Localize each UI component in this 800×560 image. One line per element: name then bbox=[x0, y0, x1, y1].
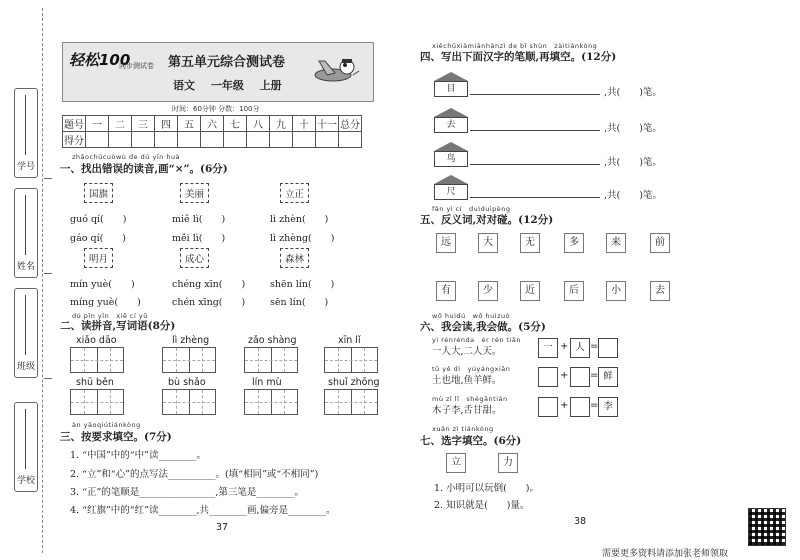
score-value-row: 得分 bbox=[63, 132, 362, 148]
equation-box[interactable] bbox=[570, 367, 590, 387]
sec2-title: 二、读拼音,写词语(8分) bbox=[60, 320, 176, 332]
tianzi-grid[interactable] bbox=[324, 347, 378, 373]
sec1-pinyin: zhǎochūcuòwù de dú yīn huà bbox=[72, 153, 181, 161]
equals-sign: = bbox=[590, 341, 599, 352]
antonym-bottom[interactable]: 后 bbox=[564, 281, 584, 301]
header-banner bbox=[62, 42, 374, 102]
cartoon-airplane-icon bbox=[313, 53, 361, 91]
time-score-info: 时间：60分钟 分数：100分 bbox=[172, 105, 260, 113]
antonym-bottom[interactable]: 近 bbox=[520, 281, 540, 301]
question-3[interactable]: 3. “正”的笔顺是________________,第三笔是________。 bbox=[70, 487, 304, 498]
reading-option[interactable]: sēn lín( ) bbox=[270, 297, 329, 308]
fold-tick bbox=[44, 273, 52, 274]
house-char: 去 bbox=[434, 108, 468, 133]
word-box: 国旗 bbox=[84, 183, 113, 203]
stroke-order-line[interactable] bbox=[470, 94, 600, 95]
sec6-pinyin: wǒ huìdú wǒ huìzuò bbox=[432, 312, 511, 320]
equation-box[interactable]: 人 bbox=[570, 338, 590, 358]
footer-note: 需要更多资料请添加张老师领取 bbox=[602, 549, 729, 559]
stroke-order-line[interactable] bbox=[470, 130, 600, 131]
word-box: 立正 bbox=[280, 183, 309, 203]
page-subtitle: 语文 一年级 上册 bbox=[173, 79, 282, 92]
tianzi-grid[interactable] bbox=[324, 389, 378, 415]
tianzi-grid[interactable] bbox=[244, 389, 298, 415]
antonym-top[interactable]: 无 bbox=[520, 233, 540, 253]
page-number-right: 38 bbox=[574, 516, 587, 527]
reading-line: 木子李,舌甘甜。 bbox=[432, 405, 502, 416]
line-pinyin: mù zǐ lǐ shégāntián bbox=[432, 395, 508, 403]
pinyin-prompt: shuǐ zhōng bbox=[328, 377, 380, 388]
sec4-pinyin: xiěchūxiàmiànhànzì de bǐ shùn zàitiánkòng bbox=[432, 42, 598, 50]
reading-option[interactable]: míng yuè( ) bbox=[70, 297, 141, 308]
pinyin-prompt: bù shǎo bbox=[168, 377, 206, 388]
page-number-left: 37 bbox=[216, 522, 229, 533]
reading-line: 土也地,鱼羊鲜。 bbox=[432, 375, 502, 386]
brand-subtitle: 同步测试卷 bbox=[119, 62, 154, 70]
sec5-title: 五、反义词,对对碰。(12分) bbox=[420, 214, 554, 226]
brand-logo: 轻松100 bbox=[69, 51, 131, 69]
reading-option[interactable]: chén xīng( ) bbox=[172, 297, 246, 308]
antonym-top[interactable]: 前 bbox=[650, 233, 670, 253]
equals-sign: = bbox=[590, 370, 599, 381]
pinyin-prompt: lì zhèng bbox=[172, 335, 210, 346]
house-char: 目 bbox=[434, 72, 468, 97]
page-title: 第五单元综合测试卷 bbox=[168, 55, 286, 70]
stroke-count[interactable]: ,共( )笔。 bbox=[604, 87, 662, 98]
antonym-bottom[interactable]: 有 bbox=[436, 281, 456, 301]
sec6-title: 六、我会读,我会做。(5分) bbox=[420, 321, 546, 333]
antonym-top[interactable]: 多 bbox=[564, 233, 584, 253]
word-box: 森林 bbox=[280, 248, 309, 268]
house-char: 尺 bbox=[434, 175, 468, 200]
line-pinyin: yì rénrénda èr rén tiān bbox=[432, 336, 522, 344]
word-box: 美丽 bbox=[180, 183, 209, 203]
equals-sign: = bbox=[590, 400, 599, 411]
name-field[interactable]: 姓名 bbox=[14, 188, 38, 278]
pinyin-prompt: xiǎo dāo bbox=[76, 335, 117, 346]
antonym-top[interactable]: 远 bbox=[436, 233, 456, 253]
equation-box[interactable]: 李 bbox=[598, 397, 618, 417]
fold-tick bbox=[44, 178, 52, 179]
plus-sign: + bbox=[560, 370, 569, 381]
pinyin-prompt: zǎo shàng bbox=[248, 335, 297, 346]
question-1[interactable]: 1. “中国”中的“中”读________。 bbox=[70, 450, 207, 461]
reading-option[interactable]: shēn lín( ) bbox=[270, 279, 335, 290]
equation-box[interactable] bbox=[538, 367, 558, 387]
word-box: 成心 bbox=[180, 248, 209, 268]
fold-line bbox=[42, 8, 43, 553]
reading-option[interactable]: miě lì( ) bbox=[172, 214, 226, 225]
tianzi-grid[interactable] bbox=[244, 347, 298, 373]
sec3-title: 三、按要求填空。(7分) bbox=[60, 431, 172, 443]
house-char: 鸟 bbox=[434, 142, 468, 167]
sec4-title: 四、写出下面汉字的笔顺,再填空。(12分) bbox=[420, 51, 617, 63]
equation-box[interactable] bbox=[538, 397, 558, 417]
tianzi-grid[interactable] bbox=[70, 347, 124, 373]
reading-option[interactable]: měi lì( ) bbox=[172, 233, 226, 244]
class-field[interactable]: 班级 bbox=[14, 288, 38, 378]
student-id-field[interactable]: 学号 bbox=[14, 88, 38, 178]
plus-sign: + bbox=[560, 341, 569, 352]
antonym-bottom[interactable]: 去 bbox=[650, 281, 670, 301]
stroke-count[interactable]: ,共( )笔。 bbox=[604, 190, 662, 201]
reading-option[interactable]: chéng xīn( ) bbox=[172, 279, 246, 290]
antonym-bottom[interactable]: 小 bbox=[606, 281, 626, 301]
antonym-top[interactable]: 大 bbox=[478, 233, 498, 253]
score-header-row: 题号 一 二 三 四 五 六 七 八 九 十 十一 总分 bbox=[63, 116, 362, 132]
tianzi-grid[interactable] bbox=[162, 389, 216, 415]
question-4[interactable]: 4. “红旗”中的“红”读________,共________画,偏旁是________。 bbox=[70, 505, 336, 516]
reading-option[interactable]: lì zhèng( ) bbox=[270, 233, 335, 244]
fold-tick bbox=[44, 378, 52, 379]
school-field[interactable]: 学校 bbox=[14, 402, 38, 492]
equation-box[interactable] bbox=[570, 397, 590, 417]
pinyin-prompt: lín mù bbox=[252, 377, 282, 388]
equation-box[interactable]: 一 bbox=[538, 338, 558, 358]
sec2-pinyin: dú pīn yīn xiě cí yǔ bbox=[72, 312, 148, 320]
question-2[interactable]: 2. 知识就是( )量。 bbox=[434, 500, 530, 511]
pinyin-prompt: shū běn bbox=[76, 377, 114, 388]
equation-box[interactable]: 鲜 bbox=[598, 367, 618, 387]
question-1[interactable]: 1. 小明可以玩倒( )。 bbox=[434, 483, 539, 494]
reading-option[interactable]: guó qí( ) bbox=[70, 214, 127, 225]
reading-line: 一人大,二人天。 bbox=[432, 346, 502, 357]
choice-char[interactable]: 立 bbox=[446, 453, 466, 473]
tianzi-grid[interactable] bbox=[162, 347, 216, 373]
word-box: 明月 bbox=[84, 248, 113, 268]
reading-option[interactable]: mín yuè( ) bbox=[70, 279, 135, 290]
sec5-pinyin: fǎn yì cí duìduìpèng bbox=[432, 205, 511, 213]
sec7-pinyin: xuǎn zì tiánkòng bbox=[432, 425, 494, 433]
antonym-top[interactable]: 来 bbox=[606, 233, 626, 253]
equation-box[interactable] bbox=[598, 338, 618, 358]
sec7-title: 七、选字填空。(6分) bbox=[420, 435, 522, 447]
antonym-bottom[interactable]: 少 bbox=[478, 281, 498, 301]
score-table bbox=[62, 115, 362, 148]
reading-option[interactable]: gáo qí( ) bbox=[70, 233, 127, 244]
plus-sign: + bbox=[560, 400, 569, 411]
stroke-count[interactable]: ,共( )笔。 bbox=[604, 123, 662, 134]
stroke-order-line[interactable] bbox=[470, 164, 600, 165]
stroke-order-line[interactable] bbox=[470, 197, 600, 198]
stroke-count[interactable]: ,共( )笔。 bbox=[604, 157, 662, 168]
line-pinyin: tǔ yě dì yúyángxiān bbox=[432, 365, 511, 373]
choice-char[interactable]: 力 bbox=[498, 453, 518, 473]
question-2[interactable]: 2. “立”和“心”的点写法__________。(填“相同”或“不相同”) bbox=[70, 469, 319, 480]
reading-option[interactable]: lì zhèn( ) bbox=[270, 214, 329, 225]
sec1-title: 一、找出错误的读音,画“×”。(6分) bbox=[60, 163, 228, 175]
tianzi-grid[interactable] bbox=[70, 389, 124, 415]
pinyin-prompt: xīn lǐ bbox=[338, 335, 361, 346]
qr-code[interactable] bbox=[748, 508, 786, 546]
sec3-pinyin: àn yāoqiútiánkòng bbox=[72, 421, 141, 429]
binding-strip bbox=[0, 0, 52, 560]
